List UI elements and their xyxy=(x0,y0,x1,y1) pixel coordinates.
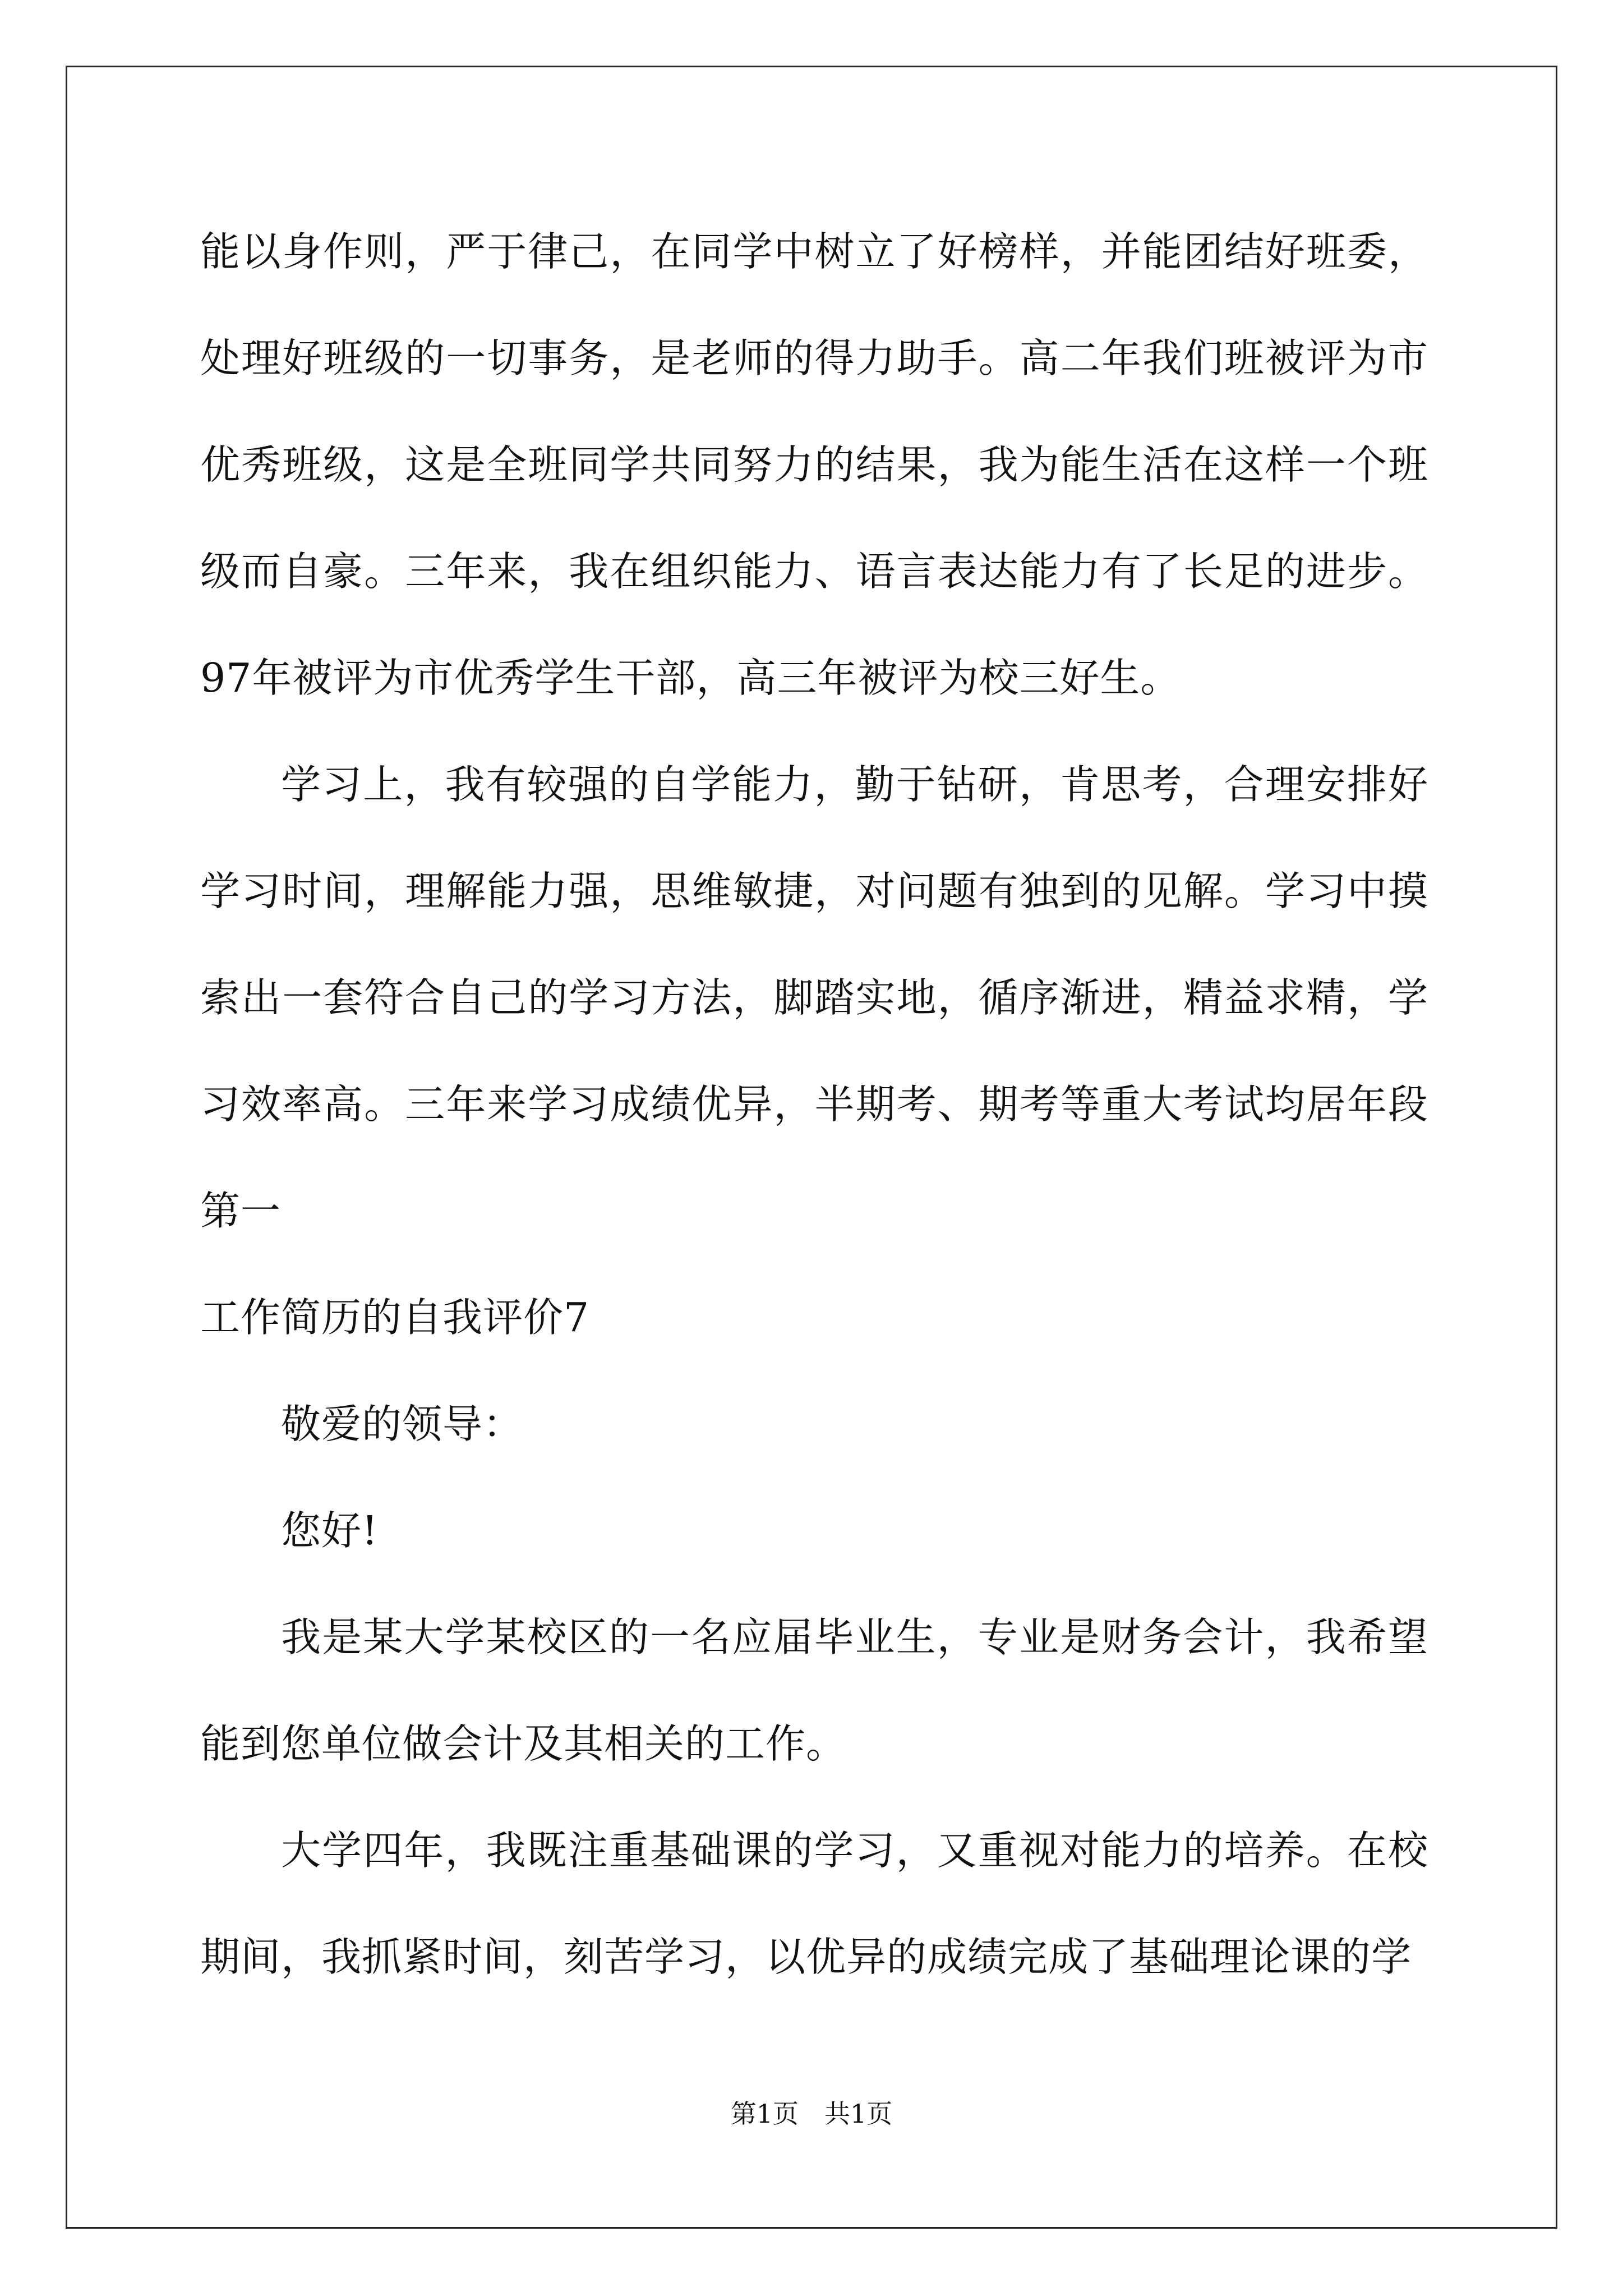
paragraph-university: 大学四年，我既注重基础课的学习，又重视对能力的培养。在校期间，我抓紧时间，刻苦学习，以优异的成绩完成了基础理论课的学 xyxy=(200,1827,1428,1980)
paragraph-continuation: 能以身作则，严于律己，在同学中树立了好榜样，并能团结好班委，处理好班级的一切事务，是老师的得力助手。高二年我们班被评为市优秀班级，这是全班同学共同努力的结果，我为能生活在这样一个班级而自豪。三年来，我在组织能力、语言表达能力有了长足的进步。97年被评为市优秀学生干部，高三年被评为校三好生。 xyxy=(200,228,1428,701)
paragraph-intro: 我是某大学某校区的一名应届毕业生，专业是财务会计，我希望能到您单位做会计及其相关的工作。 xyxy=(200,1614,1428,1767)
page-footer xyxy=(0,2097,1623,2131)
greeting: 您好! xyxy=(281,1507,379,1554)
salutation: 敬爱的领导： xyxy=(281,1401,524,1447)
section-heading: 工作简历的自我评价7 xyxy=(200,1294,590,1341)
page-number: 第1页 xyxy=(730,2099,799,2129)
document-body xyxy=(200,199,1428,2010)
page-total: 共1页 xyxy=(824,2099,893,2129)
paragraph-study: 学习上，我有较强的自学能力，勤于钻研，肯思考，合理安排好学习时间，理解能力强，思维敏捷，对问题有独到的见解。学习中摸索出一套符合自己的学习方法，脚踏实地，循序渐进，精益求精，学习效率高。三年来学习成绩优异，半期考、期考等重大考试均居年段第一 xyxy=(200,761,1428,1234)
